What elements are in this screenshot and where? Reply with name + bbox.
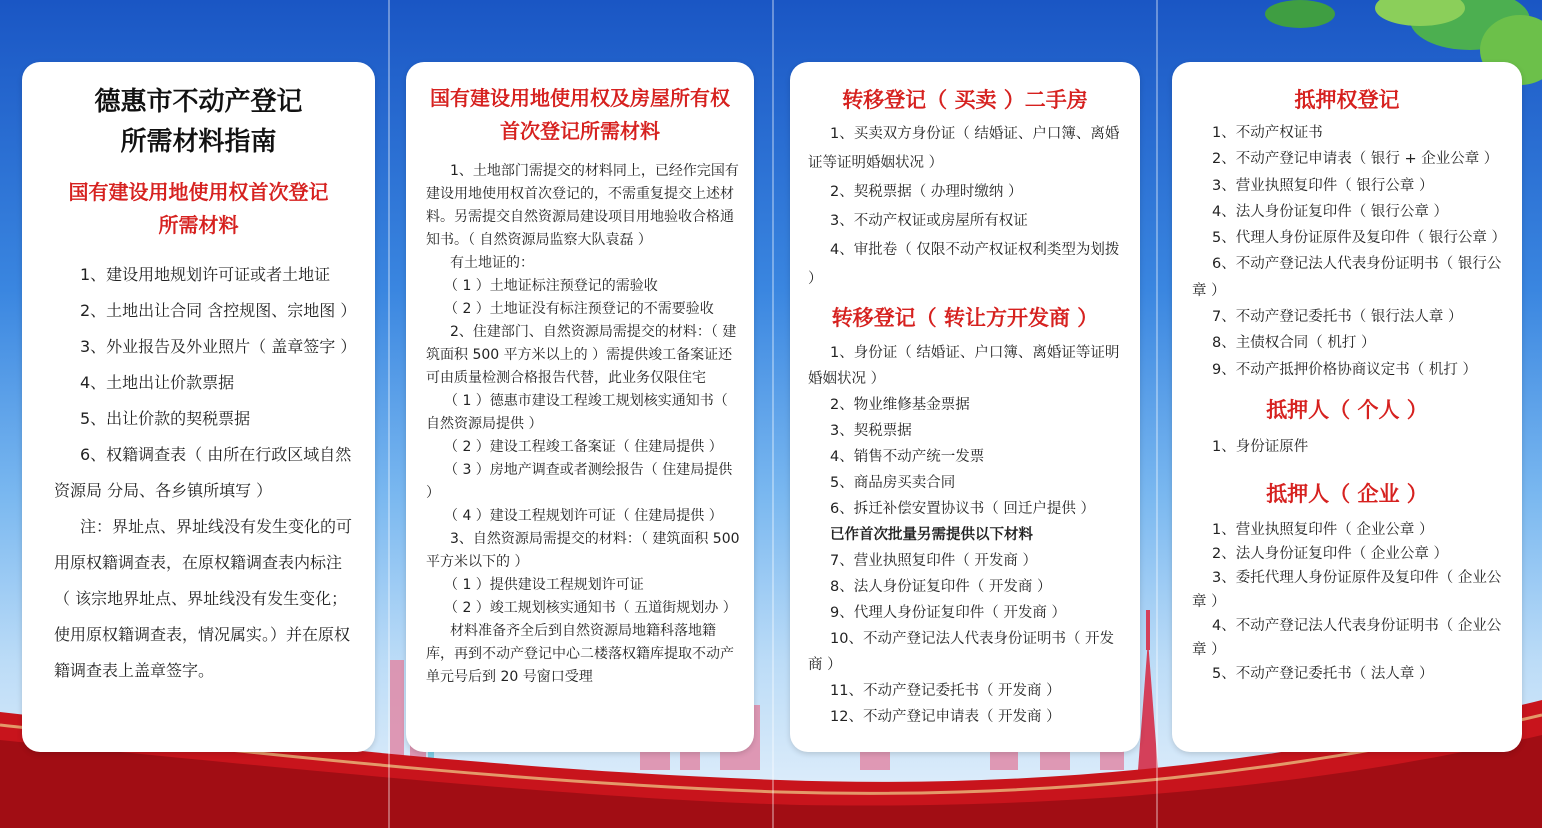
section-title: 抵押人（ 企业 ） (1266, 482, 1428, 506)
list-item: 6、拆迁补偿安置协议书（ 回迁户提供 ） (830, 501, 1095, 517)
list-item: 4、不动产登记法人代表身份证明书（ 企业公章 ） (1192, 618, 1502, 658)
list-item: （ 3 ）房地产调查或者测绘报告（ 住建局提供 ） (426, 462, 733, 501)
list-item: 4、法人身份证复印件（ 银行公章 ） (1212, 203, 1448, 220)
guide-title-line2: 所需材料指南 (120, 127, 277, 157)
materials-list (808, 340, 1128, 730)
list-item: 4、审批卷（ 仅限不动产权证权利类型为划拨 ） (808, 242, 1120, 287)
list-item: （ 1 ）提供建设工程规划许可证 (444, 577, 644, 593)
list-item: 5、出让价款的契税票据 (80, 409, 251, 428)
list-item: 2、法人身份证复印件（ 企业公章 ） (1212, 546, 1448, 562)
list-item: 12、不动产登记申请表（ 开发商 ） (830, 709, 1061, 725)
list-item: 10、不动产登记法人代表身份证明书（ 开发商 ） (808, 631, 1115, 673)
list-item: 2、土地出让合同 含控规图、宗地图 ） (80, 301, 357, 320)
section-title: 转移登记（ 转让方开发商 ） (831, 306, 1099, 330)
list-item: 8、主债权合同（ 机打 ） (1212, 335, 1376, 352)
list-item: 3、不动产权证或房屋所有权证 (830, 213, 1028, 229)
section-title: 首次登记所需材料 (500, 119, 660, 143)
list-item: 1、不动产权证书 (1212, 125, 1323, 141)
section-title: 所需材料 (158, 213, 239, 237)
list-item: 2、物业维修基金票据 (830, 397, 970, 413)
list-item: 5、代理人身份证原件及复印件（ 银行公章 ） (1212, 230, 1506, 247)
list-item: 3、营业执照复印件（ 银行公章 ） (1212, 177, 1434, 194)
list-item: 4、土地出让价款票据 (80, 373, 235, 392)
list-item: 9、代理人身份证复印件（ 开发商 ） (830, 605, 1066, 621)
list-item: 1、身份证（ 结婚证、户口簿、离婚证等证明婚姻状况 ） (808, 345, 1120, 387)
materials-list (1192, 434, 1510, 460)
list-item: 1、建设用地规划许可证或者土地证 (80, 265, 331, 284)
materials-list (54, 257, 357, 689)
materials-list (808, 120, 1128, 294)
list-item: （ 4 ）建设工程规划许可证（ 住建局提供 ） (444, 508, 723, 524)
fold-line (772, 0, 774, 828)
list-item: 5、不动产登记委托书（ 法人章 ） (1212, 666, 1434, 682)
list-item: 6、不动产登记法人代表身份证明书（ 银行公章 ） (1192, 256, 1502, 299)
panel-transfer-registration (790, 62, 1140, 752)
list-item: 2、不动产登记申请表（ 银行 + 企业公章 ） (1212, 151, 1499, 168)
note-heading: 已作首次批量另需提供以下材料 (830, 527, 1033, 543)
list-item: 11、不动产登记委托书（ 开发商 ） (830, 683, 1061, 699)
list-item: 2、契税票据（ 办理时缴纳 ） (830, 184, 1023, 200)
panel-mortgage-registration (1172, 62, 1522, 752)
list-item: 1、营业执照复印件（ 企业公章 ） (1212, 522, 1434, 538)
list-item: 3、自然资源局需提交的材料：（ 建筑面积 500 平方米以下的 ） (426, 531, 740, 570)
list-item: 8、法人身份证复印件（ 开发商 ） (830, 579, 1052, 595)
fold-line (388, 0, 390, 828)
section-title: 国有建设用地使用权及房屋所有权 (430, 86, 730, 110)
list-item: （ 2 ）竣工规划核实通知书（ 五道街规划办 ） (444, 600, 737, 616)
list-item: 有土地证的： (450, 255, 534, 271)
list-item: 5、商品房买卖合同 (830, 475, 956, 491)
list-item: 1、身份证原件 (1212, 439, 1309, 455)
materials-list (1192, 120, 1510, 383)
list-item: 3、契税票据 (830, 423, 912, 439)
list-item: 材料准备齐全后到自然资源局地籍科落地籍库，再到不动产登记中心二楼落权籍库提取不动产单元号后到 20 号窗口受理 (426, 623, 734, 685)
section-title: 转移登记（ 买卖 ）二手房 (842, 88, 1088, 112)
list-item: 4、销售不动产统一发票 (830, 449, 985, 465)
list-item: （ 2 ）土地证没有标注预登记的不需要验收 (444, 301, 714, 317)
list-item: （ 1 ）土地证标注预登记的需验收 (444, 278, 658, 294)
list-item: 2、住建部门、自然资源局需提交的材料：（ 建筑面积 500 平方米以上的 ）需提供竣工备案证还可由质量检测合格报告代替，此业务仅限住宅 (426, 324, 737, 386)
list-item: 7、不动产登记委托书（ 银行法人章 ） (1212, 309, 1463, 326)
panel-first-land-registration (22, 62, 375, 752)
note-text: 注：界址点、界址线没有发生变化的可用原权籍调查表，在原权籍调查表内标注（ 该宗地界址点、界址线没有发生变化；使用原权籍调查表，情况属实。）并在原权籍调查表上盖章签字。 (54, 517, 353, 680)
guide-title-line1: 德惠市不动产登记 (94, 87, 303, 117)
list-item: 3、外业报告及外业照片（ 盖章签字 ） (80, 337, 357, 356)
list-item: （ 1 ）德惠市建设工程竣工规划核实通知书（ 自然资源局提供 ） (426, 393, 728, 432)
materials-list (1192, 518, 1510, 686)
materials-list (426, 160, 742, 689)
list-item: 6、权籍调查表（ 由所在行政区域自然资源局 分局、各乡镇所填写 ） (54, 445, 352, 500)
section-title: 抵押权登记 (1294, 88, 1400, 112)
list-item: （ 2 ）建设工程竣工备案证（ 住建局提供 ） (444, 439, 723, 455)
fold-line (1156, 0, 1158, 828)
list-item: 9、不动产抵押价格协商议定书（ 机打 ） (1212, 361, 1477, 378)
list-item: 1、土地部门需提交的材料同上，已经作完国有建设用地使用权首次登记的，不需重复提交上述材料。另需提交自然资源局建设项目用地验收合格通知书。（ 自然资源局监察大队袁磊 ） (426, 163, 739, 248)
list-item: 1、买卖双方身份证（ 结婚证、户口簿、离婚证等证明婚姻状况 ） (808, 126, 1120, 171)
section-title: 国有建设用地使用权首次登记 (68, 180, 329, 204)
list-item: 7、营业执照复印件（ 开发商 ） (830, 553, 1037, 569)
list-item: 3、委托代理人身份证原件及复印件（ 企业公章 ） (1192, 570, 1502, 610)
panel-first-land-and-house-registration (406, 62, 754, 752)
section-title: 抵押人（ 个人 ） (1266, 398, 1428, 422)
